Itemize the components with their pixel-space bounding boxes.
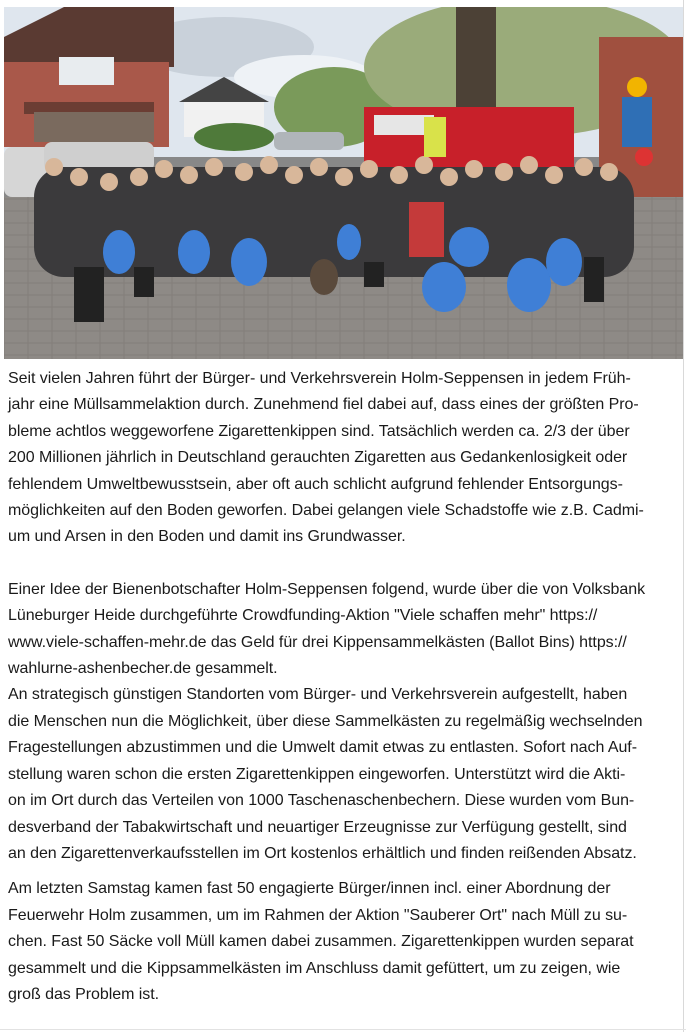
text-line: an den Zigarettenverkaufsstellen im Ort kostenlos erhältlich und finden reißenden Absatz.	[8, 844, 637, 862]
paragraph-crowdfunding	[8, 577, 672, 867]
paragraph-spacer	[8, 867, 672, 876]
text-line: stellung waren schon die ersten Zigarettenkippen eingeworfen. Unterstützt wird die Akti-	[8, 765, 626, 783]
text-line: gesammelt und die Kippsammelkästen im Anschluss damit gefüttert, um zu zeigen, wie	[8, 959, 621, 977]
text-line: bleme achtlos weggeworfene Zigarettenkippen sind. Tatsächlich werden ca. 2/3 der über	[8, 422, 630, 440]
paragraph-spacer	[8, 551, 672, 577]
text-line: jahr eine Müllsammelaktion durch. Zunehmend fiel dabei auf, dass eines der größten Pro-	[8, 396, 639, 414]
article-body	[8, 366, 672, 1008]
bottom-divider	[0, 1029, 686, 1030]
text-line: Lüneburger Heide durchgeführte Crowdfunding-Aktion "Viele schaffen mehr" https://	[8, 607, 598, 625]
paragraph-intro	[8, 366, 672, 551]
text-line: groß das Problem ist.	[8, 985, 160, 1003]
right-divider	[683, 0, 684, 1032]
text-line: Am letzten Samstag kamen fast 50 engagierte Bürger/innen incl. einer Abordnung der	[8, 880, 611, 898]
group-photo	[4, 7, 684, 359]
text-line: wahlurne-ashenbecher.de gesammelt.	[8, 660, 278, 678]
text-line: Fragestellungen abzustimmen und die Umwelt damit etwas zu entlasten. Sofort nach Auf-	[8, 739, 637, 757]
text-line: Einer Idee der Bienenbotschafter Holm-Seppensen folgend, wurde über die von Volksbank	[8, 580, 646, 598]
text-line: die Menschen nun die Möglichkeit, über diese Sammelkästen zu regelmäßig wechselnden	[8, 712, 643, 730]
text-line: Seit vielen Jahren führt der Bürger- und Verkehrsverein Holm-Seppensen in jedem Früh-	[8, 370, 631, 387]
text-line: um und Arsen in den Boden und damit ins Grundwasser.	[8, 528, 406, 546]
text-line: www.viele-schaffen-mehr.de das Geld für drei Kippensammelkästen (Ballot Bins) https://	[8, 633, 627, 651]
paragraph-cleanup	[8, 876, 672, 1008]
group-photo-icon	[4, 7, 684, 359]
text-line: An strategisch günstigen Standorten vom Bürger- und Verkehrsverein aufgestellt, haben	[8, 686, 628, 704]
text-line: möglichkeiten auf den Boden geworfen. Dabei gelangen viele Schadstoffe wie z.B. Cadmi-	[8, 502, 644, 520]
text-line: 200 Millionen jährlich in Deutschland gerauchten Zigaretten aus Gedankenlosigkeit oder	[8, 449, 628, 467]
text-line: desverband der Tabakwirtschaft und neuartiger Erzeugnisse zur Verfügung gestellt, sind	[8, 818, 627, 836]
text-line: Feuerwehr Holm zusammen, um im Rahmen der Aktion "Sauberer Ort" nach Müll zu su-	[8, 906, 628, 924]
text-line: chen. Fast 50 Säcke voll Müll kamen dabei zusammen. Zigarettenkippen wurden separat	[8, 933, 634, 951]
text-line: on im Ort durch das Verteilen von 1000 Taschenaschenbechern. Diese wurden vom Bun-	[8, 792, 635, 810]
text-line: fehlendem Umweltbewusstsein, aber oft auch schlicht aufgrund fehlender Entsorgungs-	[8, 475, 623, 493]
